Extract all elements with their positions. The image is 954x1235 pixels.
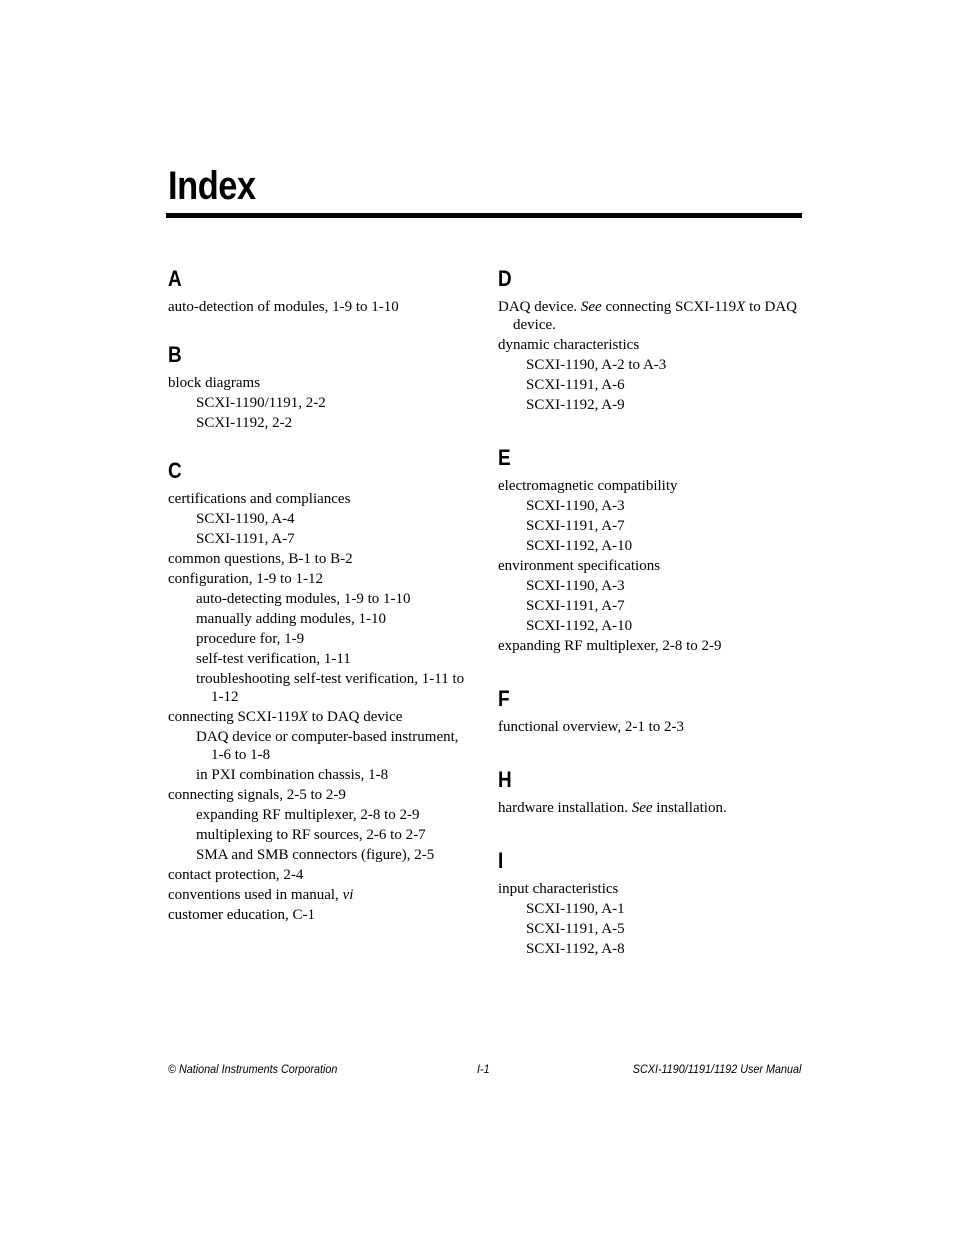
index-entry: common questions, B-1 to B-2 [168, 551, 353, 567]
index-entry: connecting signals, 2-5 to 2-9 [168, 787, 346, 803]
index-subentry: SCXI-1192, A-10 [526, 618, 633, 634]
section-letter-c: C [168, 458, 182, 483]
index-entry: dynamic characteristics [498, 337, 640, 353]
index-entry: contact protection, 2-4 [168, 867, 304, 883]
index-entry: certifications and compliances [168, 491, 351, 507]
index-entry: environment specifications [498, 558, 661, 574]
entry-see: See [631, 800, 653, 816]
index-subentry: SCXI-1190, A-2 to A-3 [526, 357, 667, 373]
index-entry: auto-detection of modules, 1-9 to 1-10 [168, 299, 399, 315]
index-entry [168, 886, 468, 904]
index-subentry: SCXI-1192, 2-2 [196, 415, 293, 431]
footer-copyright: © National Instruments Corporation [168, 1062, 338, 1076]
index-entry: expanding RF multiplexer, 2-8 to 2-9 [498, 638, 722, 654]
section-letter-h: H [498, 767, 512, 792]
index-subentry: expanding RF multiplexer, 2-8 to 2-9 [196, 807, 420, 823]
index-subentry: self-test verification, 1-11 [196, 651, 351, 667]
index-subentry: SCXI-1192, A-10 [526, 538, 633, 554]
index-section-b [168, 342, 468, 432]
index-subentry: manually adding modules, 1-10 [196, 611, 386, 627]
index-subentry: auto-detecting modules, 1-9 to 1-10 [196, 591, 411, 607]
entry-page-ref: vi [342, 887, 354, 903]
index-subentry: procedure for, 1-9 [196, 631, 305, 647]
index-entry: functional overview, 2-1 to 2-3 [498, 719, 685, 735]
index-entry: block diagrams [168, 375, 261, 391]
entry-text: conventions used in manual, [168, 887, 343, 903]
index-subentry: SCXI-1190, A-3 [526, 578, 625, 594]
entry-text: to DAQ device [307, 709, 403, 725]
index-subentry: SMA and SMB connectors (figure), 2-5 [196, 847, 435, 863]
index-subentry: in PXI combination chassis, 1-8 [196, 767, 389, 783]
entry-text: DAQ device. [498, 299, 581, 315]
index-entry: configuration, 1-9 to 1-12 [168, 571, 323, 587]
index-subentry: SCXI-1191, A-7 [196, 531, 295, 547]
entry-text: connecting SCXI-119 [601, 299, 737, 315]
index-subentry: SCXI-1191, A-5 [526, 921, 625, 937]
index-subentry: SCXI-1191, A-6 [526, 377, 625, 393]
index-column-left [168, 266, 468, 950]
entry-text: to DAQ device. [513, 299, 797, 333]
index-subentry: multiplexing to RF sources, 2-6 to 2-7 [196, 827, 426, 843]
index-section-e [498, 445, 808, 655]
index-column-right [498, 266, 808, 984]
section-letter-b: B [168, 342, 182, 367]
footer-page-number: I-1 [477, 1062, 490, 1076]
index-section-c [168, 458, 468, 924]
index-section-a [168, 266, 468, 316]
title-rule [166, 213, 802, 218]
entry-text: hardware installation. [498, 800, 632, 816]
index-subentry: DAQ device or computer-based instrument, 1-6 to 1-8 [196, 729, 459, 763]
index-subentry: SCXI-1192, A-8 [526, 941, 625, 957]
index-subentry: SCXI-1190, A-4 [196, 511, 295, 527]
index-entry: electromagnetic compatibility [498, 478, 678, 494]
section-letter-d: D [498, 266, 512, 291]
index-entry [498, 298, 808, 334]
index-subentry: SCXI-1191, A-7 [526, 598, 625, 614]
index-section-f [498, 686, 808, 736]
index-entry: customer education, C-1 [168, 907, 316, 923]
index-subentry: SCXI-1192, A-9 [526, 397, 625, 413]
index-subentry: SCXI-1190, A-1 [526, 901, 625, 917]
section-letter-i: I [498, 848, 504, 873]
entry-see: See [580, 299, 602, 315]
index-section-h [498, 767, 808, 817]
index-subentry: troubleshooting self-test verification, 1-11 to 1-12 [196, 671, 465, 705]
entry-variable: X [736, 299, 746, 315]
index-section-i [498, 848, 808, 958]
index-entry: input characteristics [498, 881, 619, 897]
index-section-d [498, 266, 808, 414]
section-letter-e: E [498, 445, 511, 470]
index-subentry: SCXI-1191, A-7 [526, 518, 625, 534]
section-letter-f: F [498, 686, 510, 711]
entry-variable: X [298, 709, 308, 725]
index-subentry: SCXI-1190/1191, 2-2 [196, 395, 326, 411]
entry-text: installation. [652, 800, 727, 816]
footer-manual-title: SCXI-1190/1191/1192 User Manual [632, 1062, 801, 1076]
index-subentry: SCXI-1190, A-3 [526, 498, 625, 514]
page-title: Index [168, 164, 256, 208]
index-entry [498, 799, 808, 817]
entry-text: connecting SCXI-119 [168, 709, 299, 725]
section-letter-a: A [168, 266, 182, 291]
index-entry [168, 708, 468, 726]
